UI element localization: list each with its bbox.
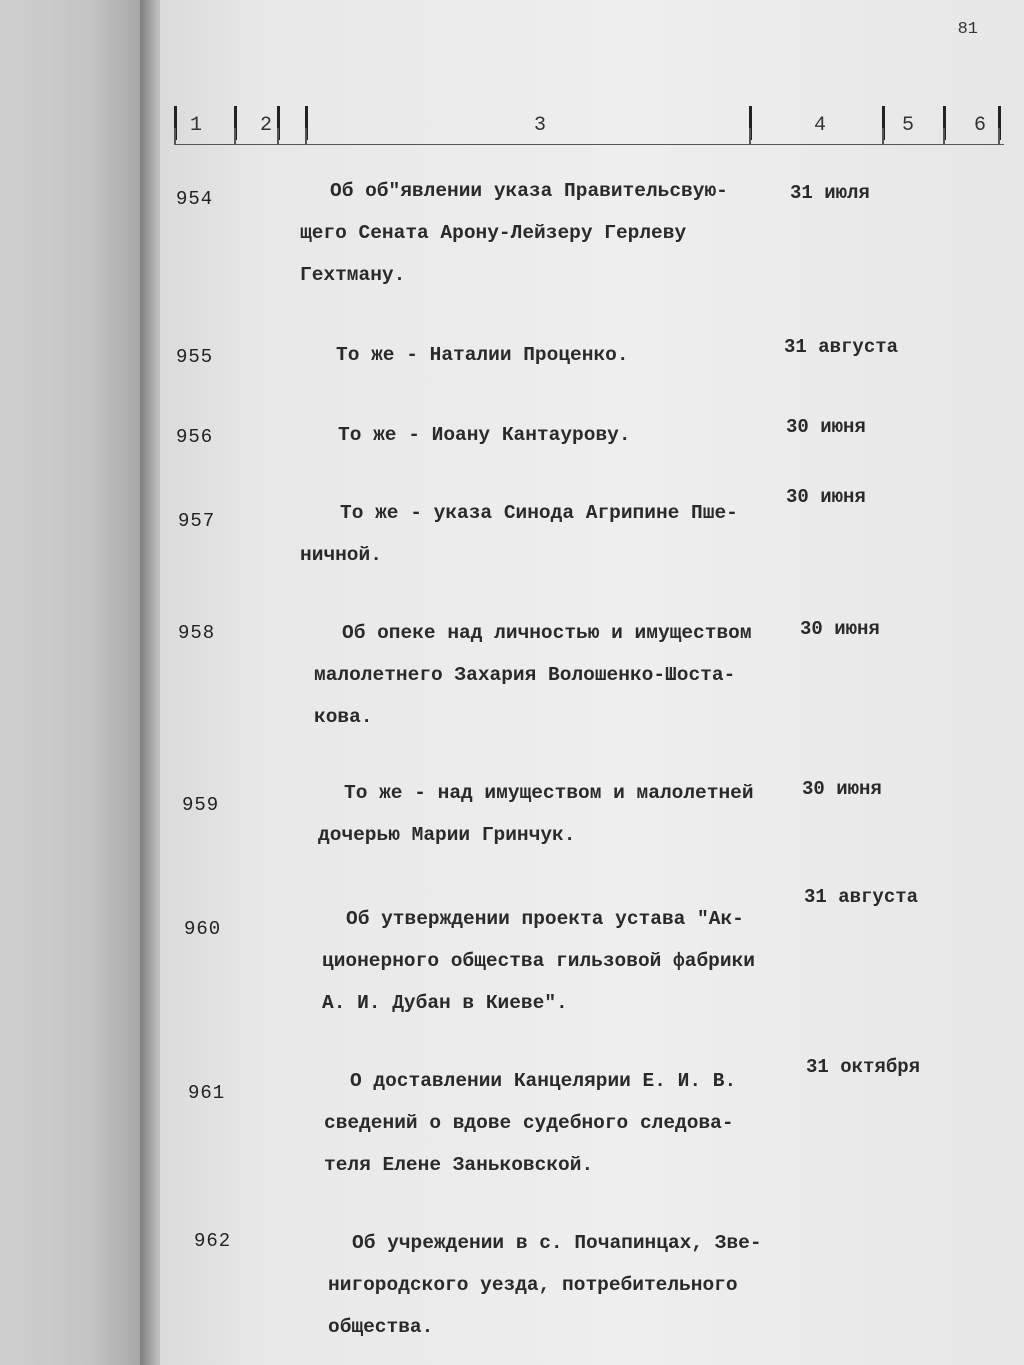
entry-number: 961 — [188, 1082, 226, 1104]
entry-number: 958 — [178, 622, 216, 644]
column-header-row — [164, 100, 1004, 144]
entry-description — [300, 492, 738, 576]
entry-description — [324, 1060, 737, 1186]
entry-date: 30 июня — [786, 416, 866, 438]
entry-line: общества. — [328, 1316, 434, 1338]
column-divider-tick — [277, 128, 279, 144]
entry-line: нигородского уезда, потребительного — [328, 1274, 738, 1296]
entry-date: 30 июня — [802, 778, 882, 800]
column-divider-tick — [174, 128, 176, 144]
entry-number: 959 — [182, 794, 220, 816]
entry-number: 957 — [178, 510, 216, 532]
entry-line: теля Елене Заньковской. — [324, 1154, 594, 1176]
entry-line: То же - Наталии Проценко. — [336, 344, 629, 366]
entry-line: Об об"явлении указа Правительсвую- — [330, 180, 728, 202]
entry-description — [336, 334, 629, 376]
entry-number: 960 — [184, 918, 222, 940]
entry-line: Об опеке над личностью и имуществом — [342, 622, 752, 644]
column-header-4: 4 — [814, 114, 827, 137]
column-divider-tick — [234, 128, 236, 144]
entry-line: дочерью Марии Гринчук. — [318, 824, 576, 846]
entry-description — [338, 414, 631, 456]
entry-line: малолетнего Захария Волошенко-Шоста- — [314, 664, 736, 686]
column-header-1: 1 — [190, 114, 203, 137]
entry-line: ционерного общества гильзовой фабрики — [322, 950, 755, 972]
entry-number: 954 — [176, 188, 214, 210]
entry-line: щего Сената Арону-Лейзеру Герлеву — [300, 222, 687, 244]
entry-line: То же - Иоану Кантаурову. — [338, 424, 631, 446]
entry-line: То же - над имуществом и малолетней — [344, 782, 754, 804]
column-divider-tick — [882, 128, 884, 144]
entry-line: кова. — [314, 706, 373, 728]
entry-line: О доставлении Канцелярии Е. И. В. — [350, 1070, 737, 1092]
entry-date: 30 июня — [800, 618, 880, 640]
entry-date: 31 августа — [784, 336, 899, 358]
entry-line: сведений о вдове судебного следова- — [324, 1112, 734, 1134]
facing-page — [0, 0, 150, 1365]
entry-line: А. И. Дубан в Киеве". — [322, 992, 568, 1014]
entry-date: 31 августа — [804, 886, 919, 908]
entry-description — [328, 1222, 762, 1348]
entry-number: 955 — [176, 346, 214, 368]
column-divider-tick — [749, 128, 751, 144]
entry-date: 30 июня — [786, 486, 866, 508]
column-divider-tick — [943, 128, 945, 144]
column-header-6: 6 — [974, 114, 987, 137]
entry-number: 962 — [194, 1230, 232, 1252]
entry-date: 31 июля — [790, 182, 870, 204]
entry-line: Об утверждении проекта устава "Ак- — [346, 908, 744, 930]
header-rule — [174, 144, 1004, 145]
entry-description — [314, 612, 752, 738]
column-header-3: 3 — [534, 114, 547, 137]
entry-number: 956 — [176, 426, 214, 448]
entry-description — [318, 772, 754, 856]
entry-date: 31 октября — [806, 1056, 921, 1078]
entry-line: То же - указа Синода Агрипине Пше- — [340, 502, 738, 524]
column-header-2: 2 — [260, 114, 273, 137]
entry-description — [322, 898, 755, 1024]
entry-line: ничной. — [300, 544, 382, 566]
entry-line: Об учреждении в с. Почапинцах, Зве- — [352, 1232, 762, 1254]
column-header-5: 5 — [902, 114, 915, 137]
document-page — [160, 0, 1024, 1365]
page-number: 81 — [957, 20, 978, 39]
entry-description — [300, 170, 728, 296]
column-divider-tick — [305, 128, 307, 144]
entry-line: Гехтману. — [300, 264, 406, 286]
column-divider-tick — [998, 128, 1000, 144]
